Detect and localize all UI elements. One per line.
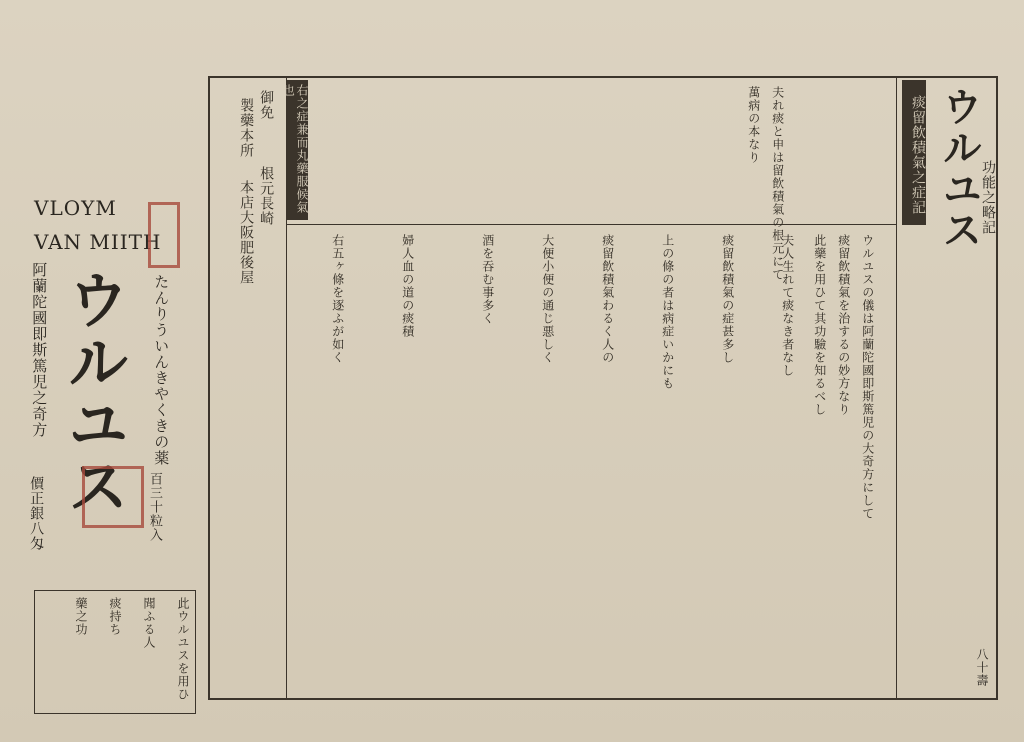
red-seal-small	[148, 202, 180, 268]
body-column: 痰留飲積氣わるく人の	[600, 234, 615, 364]
body-column: 痰留飲積氣の症甚多し	[720, 234, 735, 364]
body-column: 萬病の本なり	[746, 86, 761, 164]
origin-text: 阿蘭陀國即斯篤児之奇方	[30, 262, 49, 438]
latin-title-line2: VAN MIITH	[34, 230, 162, 254]
latin-title-line1: VLOYM	[34, 196, 117, 220]
body-column: 此藥を用ひて其功驗を知るべし	[812, 234, 827, 416]
left-band: 右之症兼而丸藥服候氣也	[286, 80, 308, 220]
body-column: 痰留飲積氣を治するの妙方なり	[836, 234, 851, 416]
body-column: ウルユスの儀は阿蘭陀國即斯篤児の大奇方にして	[860, 234, 875, 520]
body-column: 夫人生れて痰なき者なし	[780, 234, 795, 377]
product-name-large: ウルユス	[57, 268, 130, 516]
main-text-frame	[208, 76, 998, 700]
body-column: 右五ヶ條を逐ふが如く	[330, 234, 345, 364]
body-column: 大便小便の通じ悪しく	[540, 234, 555, 364]
body-column: 婦人血の道の痰積	[400, 234, 415, 338]
maker-line: 御免	[258, 90, 275, 120]
frame-divider	[896, 78, 897, 698]
leftbox-column: 藥之功	[74, 597, 88, 636]
frame-divider	[286, 224, 896, 225]
body-column: 上の條の者は病症いかにも	[660, 234, 675, 390]
leftbox-column: 聞ふる人	[142, 597, 156, 649]
body-column: 夫れ痰と申は留飲積氣の根元にて	[770, 86, 785, 281]
leftbox-column: 痰持ち	[108, 597, 122, 636]
left-notice-box	[34, 590, 196, 714]
red-seal-large	[82, 466, 144, 528]
leftbox-column: 此ウルユスを用ひ	[176, 597, 190, 701]
title-band: 痰留飲積氣之症記	[902, 80, 926, 225]
kana-description: たんりういんきやくきの薬	[152, 274, 171, 466]
body-column: 酒を吞む事多く	[480, 234, 495, 325]
maker-line: 本店大阪肥後屋	[238, 180, 255, 285]
price-text: 價正銀八匁	[28, 476, 45, 551]
page-title: ウルユス	[936, 86, 983, 250]
maker-line: 根元長崎	[258, 166, 275, 226]
page-subtitle: 功能之略記	[980, 160, 996, 235]
pill-count: 百三十粒入	[146, 472, 162, 542]
maker-line: 製藥本所	[238, 98, 255, 158]
page-number: 八十壽	[975, 648, 989, 687]
